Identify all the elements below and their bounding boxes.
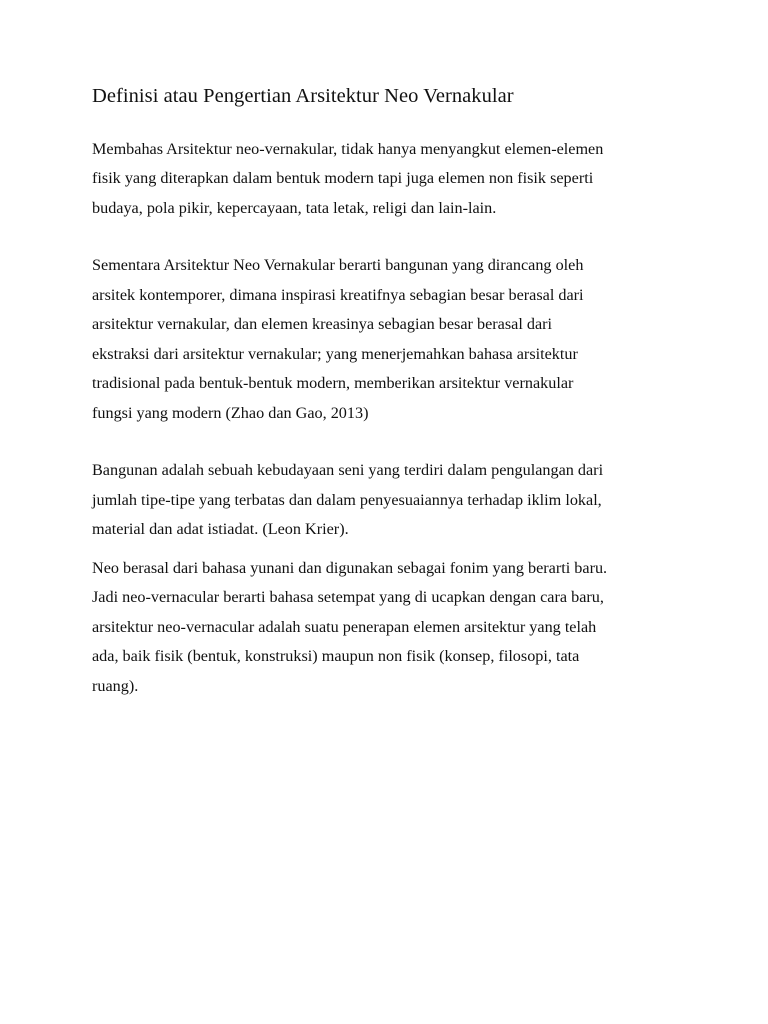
paragraph-4-line-2: Jadi neo-vernacular berarti bahasa setempat yang di ucapkan dengan cara baru, <box>92 588 604 607</box>
paragraph-3 <box>92 456 682 545</box>
paragraph-2-line-1: Sementara Arsitektur Neo Vernakular berarti bangunan yang dirancang oleh <box>92 256 584 275</box>
paragraph-2-line-6: fungsi yang modern (Zhao dan Gao, 2013) <box>92 403 369 422</box>
paragraph-3-line-3: material dan adat istiadat. (Leon Krier). <box>92 520 349 539</box>
paragraph-3-line-2: jumlah tipe-tipe yang terbatas dan dalam penyesuaiannya terhadap iklim lokal, <box>92 490 602 509</box>
paragraph-spacer <box>92 223 682 251</box>
paragraph-4-line-5: ruang). <box>92 676 139 695</box>
paragraph-1-line-1: Membahas Arsitektur neo-vernakular, tidak hanya menyangkut elemen-elemen <box>92 139 604 158</box>
paragraph-2-line-2: arsitek kontemporer, dimana inspirasi kreatifnya sebagian besar berasal dari <box>92 285 584 304</box>
paragraph-1 <box>92 135 682 224</box>
paragraph-2 <box>92 251 682 428</box>
paragraph-4-line-3: arsitektur neo-vernacular adalah suatu penerapan elemen arsitektur yang telah <box>92 617 597 636</box>
paragraph-1-line-3: budaya, pola pikir, kepercayaan, tata letak, religi dan lain-lain. <box>92 198 497 217</box>
paragraph-2-line-3: arsitektur vernakular, dan elemen kreasinya sebagian besar berasal dari <box>92 315 553 334</box>
paragraph-3-line-1: Bangunan adalah sebuah kebudayaan seni yang terdiri dalam pengulangan dari <box>92 461 604 480</box>
paragraph-2-line-4: ekstraksi dari arsitektur vernakular; yang menerjemahkan bahasa arsitektur <box>92 344 578 363</box>
paragraph-spacer <box>92 545 682 554</box>
paragraph-4-line-1: Neo berasal dari bahasa yunani dan digunakan sebagai fonim yang berarti baru. <box>92 558 608 577</box>
paragraph-1-line-2: fisik yang diterapkan dalam bentuk modern tapi juga elemen non fisik seperti <box>92 169 594 188</box>
paragraph-4-line-4: ada, baik fisik (bentuk, konstruksi) maupun non fisik (konsep, filosopi, tata <box>92 647 580 666</box>
paragraph-spacer <box>92 428 682 456</box>
paragraph-2-line-5: tradisional pada bentuk-bentuk modern, memberikan arsitektur vernakular <box>92 374 574 393</box>
document-title: Definisi atau Pengertian Arsitektur Neo Vernakular <box>92 85 514 107</box>
paragraph-4 <box>92 554 682 702</box>
document-page <box>92 84 682 701</box>
